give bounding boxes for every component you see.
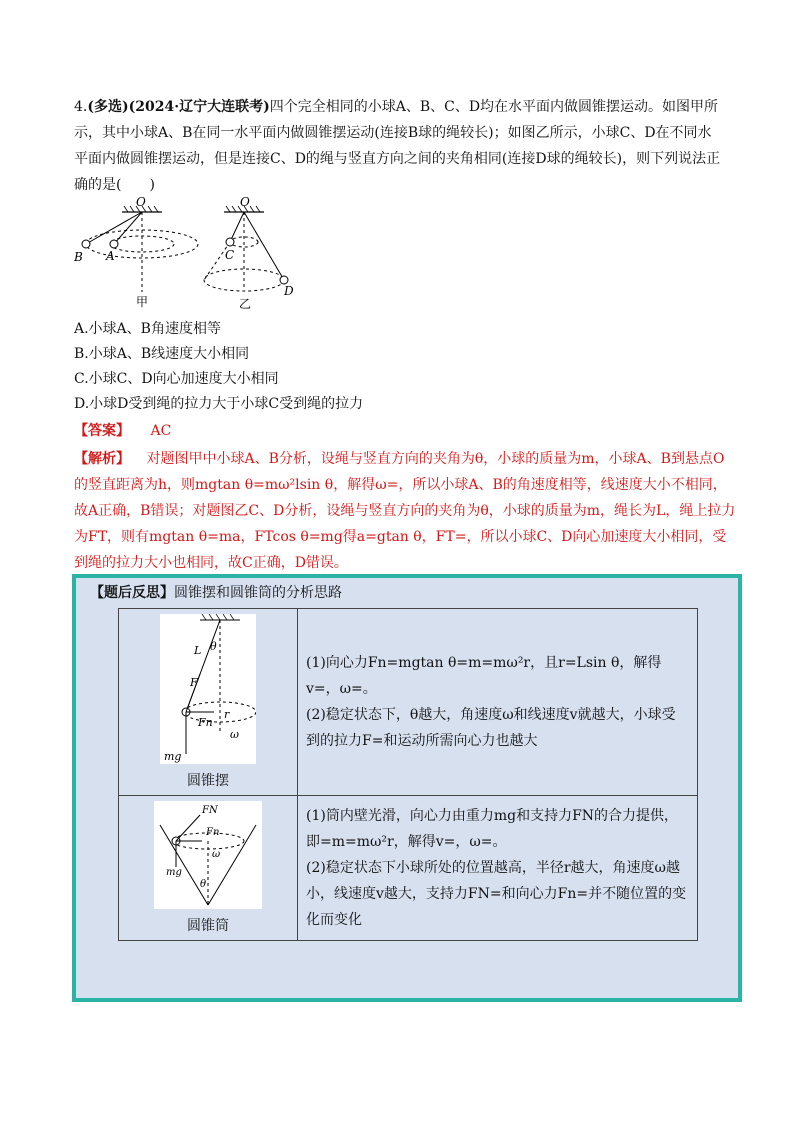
label-fn-normal: FN — [202, 805, 218, 816]
cone-pendulum-figures — [74, 196, 414, 314]
yi-pivot-label: O — [240, 196, 250, 209]
label-mg-tube: mg — [166, 867, 182, 878]
pendulum-figure-cell — [119, 609, 298, 796]
reflection-box — [72, 574, 742, 1002]
option-d: D.小球D受到绳的拉力大于小球C受到绳的拉力 — [74, 396, 364, 412]
option-a: A.小球A、B角速度相等 — [74, 321, 221, 337]
question — [74, 94, 724, 198]
question-tag: (多选)(2024·辽宁大连联考) — [87, 99, 270, 115]
yi-caption: 乙 — [239, 297, 252, 311]
reflection-heading: 圆锥摆和圆锥筒的分析思路 — [174, 585, 342, 601]
conical-tube-diagram — [154, 801, 262, 909]
jia-caption: 甲 — [136, 295, 149, 309]
jia-ball-a-label: A — [106, 249, 115, 263]
cone-line-1: (1)筒内壁光滑，向心力由重力mg和支持力FN的合力提供，即=m=mω²r，解得v=，ω=。 — [306, 808, 679, 850]
conical-pendulum-diagram — [160, 614, 256, 764]
figure-yi — [204, 196, 294, 311]
explanation-tag: 【解析】 — [74, 451, 130, 467]
jia-ball-b-label: B — [74, 250, 83, 264]
answer — [74, 420, 171, 440]
cone-line-2: (2)稳定状态下小球所处的位置越高，半径r越大，角速度ω越小，线速度v越大，支持力FN=和向心力Fn=并不随位置的变化而变化 — [306, 860, 687, 928]
question-number: 4. — [74, 99, 88, 115]
answer-tag: 【答案】 — [74, 423, 130, 439]
jia-pivot-label: O — [136, 196, 146, 209]
option-c: C.小球C、D向心加速度大小相同 — [74, 371, 279, 387]
pendulum-caption: 圆锥摆 — [187, 773, 229, 789]
label-omega-tube: ω — [212, 849, 221, 860]
pendulum-text-cell — [298, 609, 698, 796]
label-fn-centripetal: Fn — [206, 827, 220, 838]
pendulum-line-2: (2)稳定状态下，θ越大，角速度ω和线速度v就越大，小球受到的拉力F=和运动所需向心力也越大 — [306, 707, 676, 749]
label-theta: θ — [210, 640, 217, 653]
label-mg: mg — [164, 750, 182, 763]
label-fn: Fn — [198, 716, 213, 729]
pendulum-line-1: (1)向心力Fn=mgtan θ=m=mω²r，且r=Lsin θ，解得v=，ω=。 — [306, 655, 662, 697]
label-theta-tube: θ — [200, 879, 207, 890]
cone-figure-cell — [119, 796, 298, 941]
yi-ball-c-label: C — [225, 248, 235, 262]
question-text: 四个完全相同的小球A、B、C、D均在水平面内做圆锥摆运动。如图甲所示，其中小球A、B在同一水平面内做圆锥摆运动(连接B球的绳较长)；如图乙所示，小球C、D在不同水平面内做圆锥摆运动，但是连接C、D的绳与竖直方向之间的夹角相同(连接D球的绳较长)，则下列说法正确的是( ) — [74, 99, 721, 193]
cone-caption: 圆锥筒 — [187, 918, 229, 934]
answer-value: AC — [150, 423, 172, 439]
reflection-title — [90, 582, 342, 602]
table-row — [119, 796, 698, 941]
table-row — [119, 609, 698, 796]
figure-jia — [74, 196, 198, 309]
cone-text-cell — [298, 796, 698, 941]
option-b: B.小球A、B线速度大小相同 — [74, 346, 250, 362]
label-f: F — [190, 676, 198, 689]
explanation — [74, 446, 738, 576]
label-omega: ω — [230, 728, 239, 741]
label-r: r — [224, 708, 230, 721]
yi-ball-d-label: D — [284, 284, 294, 298]
reflection-tag: 【题后反思】 — [90, 585, 174, 601]
explanation-text: 对题图甲中小球A、B分析，设绳与竖直方向的夹角为θ，小球的质量为m，小球A、B到悬点O的竖直距离为h，则mgtan θ=mω²lsin θ，解得ω=，所以小球A、B的角速度相等，线速度大小不相同，故A正确，B错误；对题图乙C、D分析，设绳与竖直方向的夹角为θ，小球的质量为m，绳长为L，绳上拉力为FT，则有mgtan θ=ma，FTcos θ=mg得a=gtan θ，FT=，所以小球C、D向心加速度大小相同，受到绳的拉力大小也相同，故C正确，D错误。 — [74, 451, 736, 571]
label-l: L — [194, 644, 202, 657]
reflection-table — [118, 608, 698, 941]
